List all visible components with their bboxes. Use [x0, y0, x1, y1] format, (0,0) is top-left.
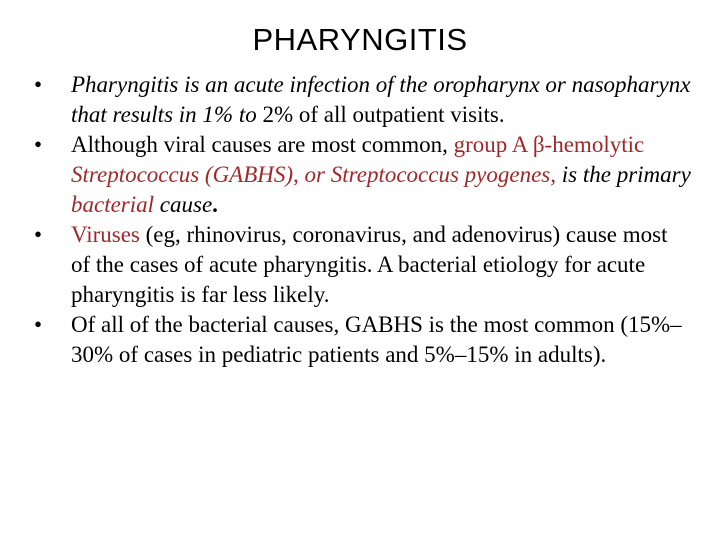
bullet-item-4: [28, 310, 692, 370]
bullet-1-text-part-2: to: [238, 102, 257, 127]
bullet-dot-icon: •: [33, 132, 43, 157]
bullet-item-1: [28, 70, 692, 130]
bullet-1-text-part-3: 2% of all outpatient visits.: [256, 102, 505, 127]
bullet-2-bacterial-term: bacterial: [71, 192, 155, 217]
bullet-item-2: [28, 130, 692, 220]
bullet-dot-icon: •: [33, 222, 43, 247]
bullet-4-text: Of all of the bacterial causes, GABHS is the most common (15%–30% of cases in pediatric patients and 5%–15% in adults).: [71, 312, 682, 367]
bullet-2-gabhs-term: group A β-hemolytic: [453, 132, 645, 157]
bullet-dot-icon: •: [33, 312, 43, 337]
bullet-list: [28, 70, 692, 370]
bullet-3-viruses-term: Viruses: [71, 222, 140, 247]
bullet-3-text-part-2: (eg, rhinovirus, coronavirus, and adenovirus) cause most of the cases of acute pharyngitis. A bacterial etiology for acute pharyngitis is far less likely.: [71, 222, 668, 307]
bullet-2-text-part-1: Although viral causes are most common,: [71, 132, 454, 157]
bullet-2-text-part-6: cause: [154, 192, 213, 217]
slide-title: PHARYNGITIS: [252, 22, 468, 57]
bullet-item-3: [28, 220, 692, 310]
bullet-2-period: .: [212, 192, 218, 217]
bullet-dot-icon: •: [33, 72, 43, 97]
bullet-2-streptococcus-term: Streptococcus (GABHS), or Streptococcus pyogenes,: [71, 162, 556, 187]
bullet-2-text-part-4: is the primary: [556, 162, 691, 187]
bullet-1-text-part-1: Pharyngitis is an acute infection of the oropharynx or nasopharynx that results in 1%: [71, 72, 691, 127]
